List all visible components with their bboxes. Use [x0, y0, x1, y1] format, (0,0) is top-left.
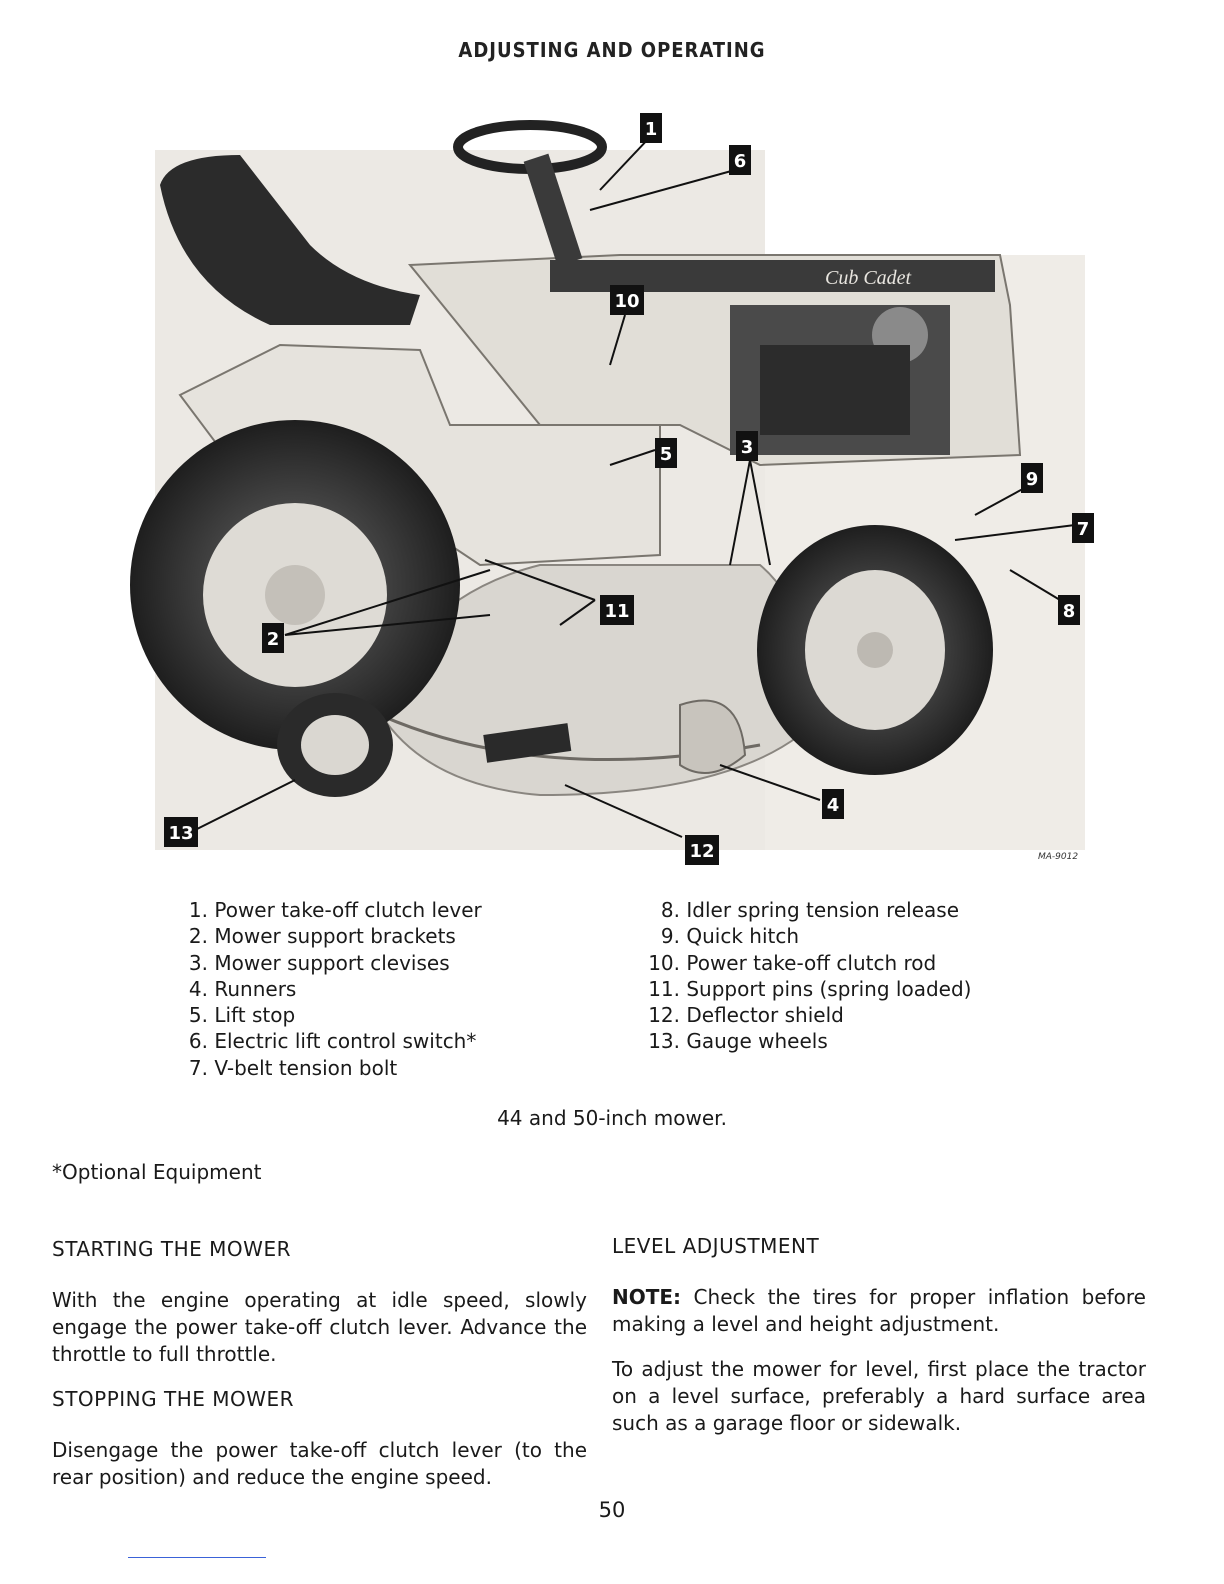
stopping-title: STOPPING THE MOWER: [52, 1387, 295, 1411]
svg-text:11: 11: [604, 601, 630, 622]
legend-item: 6. Electric lift control switch*: [188, 1029, 477, 1054]
legend-left: [188, 897, 482, 1081]
starting-text: With the engine operating at idle speed, slowly engage the power take-off clutch lever. Advance the throttle to full throttle.: [52, 1288, 587, 1366]
callout-10: [610, 285, 644, 315]
svg-text:9: 9: [1025, 469, 1039, 490]
page-header: ADJUSTING AND OPERATING: [458, 38, 766, 62]
legend-item: 5. Lift stop: [188, 1003, 296, 1028]
left-column: [52, 1236, 587, 1509]
callout-3: [736, 431, 758, 461]
legend-item: 4. Runners: [188, 976, 297, 1001]
right-column: [612, 1233, 1146, 1455]
optional-equipment-note: *Optional Equipment: [52, 1160, 262, 1184]
legend-item: 8. Idler spring tension release: [660, 898, 960, 922]
legend-right: [640, 897, 971, 1055]
callout-8: [1058, 595, 1080, 625]
legend-item: 13. Gauge wheels: [648, 1029, 828, 1054]
figure-code: MA-9012: [1038, 852, 1079, 862]
legend-item: 3. Mower support clevises: [188, 950, 450, 975]
callout-9: [1021, 463, 1043, 493]
svg-text:6: 6: [733, 151, 747, 172]
starting-title: STARTING THE MOWER: [52, 1237, 291, 1261]
legend-item: 12. Deflector shield: [648, 1003, 844, 1028]
note-text: Check the tires for proper inflation before making a level and height adjustment.: [612, 1285, 1146, 1336]
callout-1: [640, 113, 662, 143]
svg-text:3: 3: [740, 437, 754, 458]
stopping-text: Disengage the power take-off clutch lever (to the rear position) and reduce the engine speed.: [52, 1438, 587, 1489]
legend-item: 1. Power take-off clutch lever: [188, 898, 482, 922]
callout-11: [600, 595, 634, 625]
note-label: NOTE:: [612, 1285, 682, 1309]
svg-text:2: 2: [266, 629, 280, 650]
svg-text:10: 10: [614, 291, 640, 312]
level-note: [612, 1284, 1146, 1338]
legend-item: 11. Support pins (spring loaded): [648, 976, 972, 1001]
legend-item: 10. Power take-off clutch rod: [648, 950, 937, 975]
legend-item: 9. Quick hitch: [660, 924, 800, 949]
figure-caption: 44 and 50-inch mower.: [497, 1106, 727, 1130]
svg-text:1: 1: [644, 119, 658, 140]
callout-4: [822, 789, 844, 819]
svg-text:4: 4: [826, 795, 840, 816]
callout-12: [685, 835, 719, 865]
svg-text:8: 8: [1062, 601, 1076, 622]
footer-rule: [128, 1557, 266, 1558]
legend-item: 7. V-belt tension bolt: [188, 1055, 398, 1080]
callout-2: [262, 623, 284, 653]
svg-text:12: 12: [689, 841, 715, 862]
level-text: To adjust the mower for level, first place the tractor on a level surface, preferably a hard surface area such as a garage floor or sidewalk.: [612, 1357, 1146, 1435]
svg-text:5: 5: [659, 444, 673, 465]
svg-text:13: 13: [168, 823, 194, 844]
legend-item: 2. Mower support brackets: [188, 924, 456, 949]
tractor-mower-illustration: [120, 95, 1105, 865]
brand-logo: Cub Cadet: [825, 267, 912, 289]
callout-7: [1072, 513, 1094, 543]
callout-6: [729, 145, 751, 175]
page-number: 50: [598, 1498, 626, 1522]
svg-text:7: 7: [1076, 519, 1090, 540]
callout-13: [164, 817, 198, 847]
level-title: LEVEL ADJUSTMENT: [612, 1234, 820, 1258]
callout-5: [655, 438, 677, 468]
